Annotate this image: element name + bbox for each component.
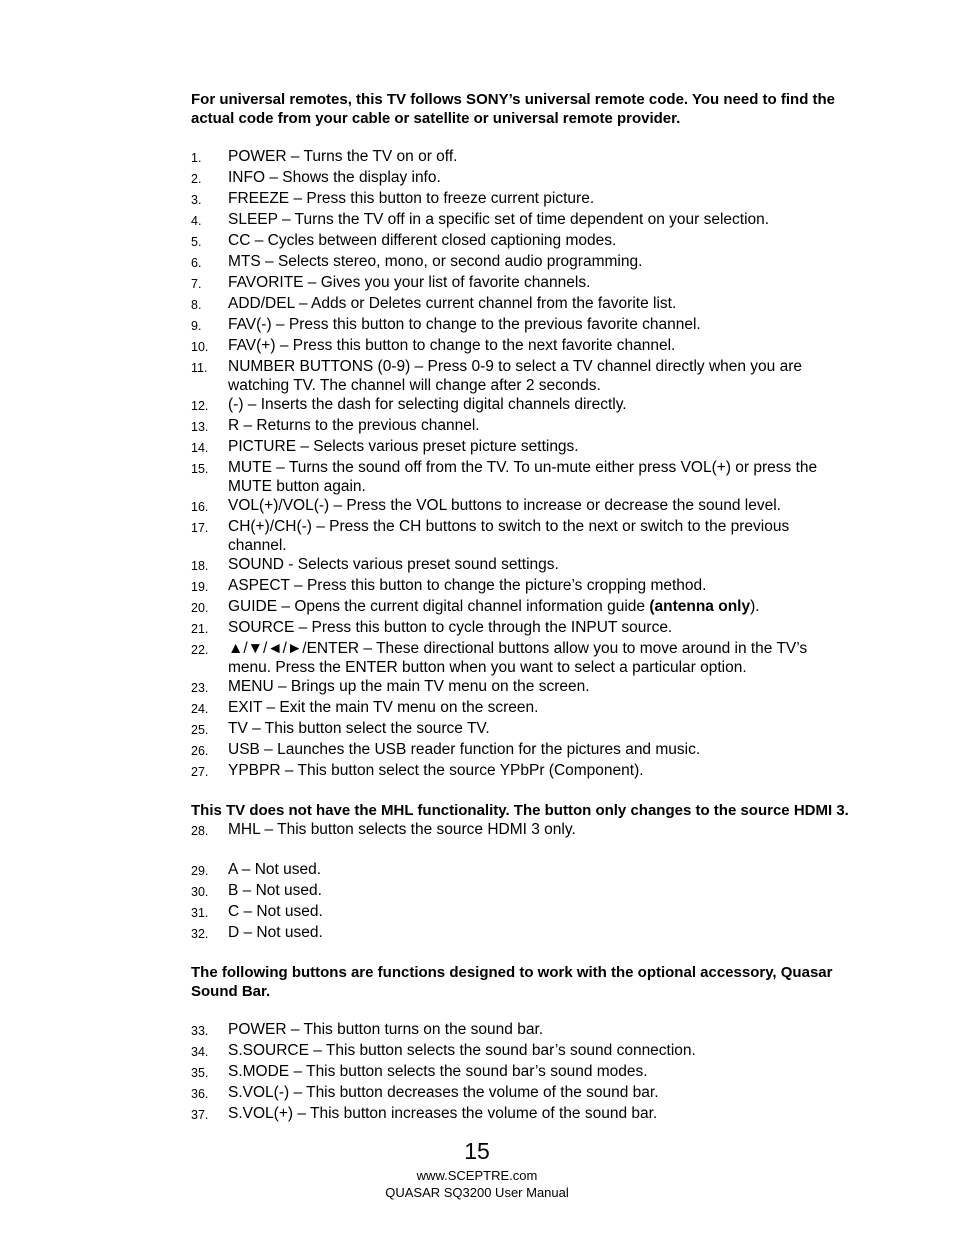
item-text: MHL – This button selects the source HDMI 3 only.	[228, 821, 576, 838]
item-number: 11.	[191, 361, 208, 375]
list-item	[191, 719, 851, 740]
button-list-unused	[191, 860, 851, 944]
item-text: POWER – Turns the TV on or off.	[228, 148, 458, 165]
item-text: ADD/DEL – Adds or Deletes current channel from the favorite list.	[228, 295, 677, 312]
item-number: 27.	[191, 765, 209, 779]
item-text: SOUND - Selects various preset sound settings.	[228, 556, 559, 573]
item-number: 5.	[191, 235, 202, 249]
item-number: 18.	[191, 559, 209, 573]
list-item	[191, 555, 851, 576]
item-number: 22.	[191, 643, 209, 657]
item-number: 7.	[191, 277, 202, 291]
list-item	[191, 820, 851, 841]
button-list-mhl	[191, 820, 851, 841]
item-text: CC – Cycles between different closed captioning modes.	[228, 232, 617, 249]
sound-bar-note: The following buttons are functions designed to work with the optional accessory, Quasar Sound Bar.	[191, 964, 833, 1000]
list-item	[191, 210, 851, 231]
item-text: FAVORITE – Gives you your list of favorite channels.	[228, 274, 591, 291]
list-item	[191, 902, 851, 923]
item-number: 31.	[191, 906, 209, 920]
list-item	[191, 618, 851, 639]
item-text: POWER – This button turns on the sound bar.	[228, 1021, 544, 1038]
item-number: 25.	[191, 723, 209, 737]
item-number: 28.	[191, 824, 209, 838]
item-text: ASPECT – Press this button to change the picture’s cropping method.	[228, 577, 707, 594]
item-text: R – Returns to the previous channel.	[228, 417, 480, 434]
item-text: S.SOURCE – This button selects the sound bar’s sound connection.	[228, 1042, 696, 1059]
button-list-guide	[191, 597, 851, 618]
list-item	[191, 740, 851, 761]
list-item	[191, 336, 851, 357]
item-number: 23.	[191, 681, 209, 695]
universal-remote-note: For universal remotes, this TV follows SONY’s universal remote code. You need to find the actual code from your cable or satellite or universal remote provider.	[191, 91, 836, 127]
item-text: (-) – Inserts the dash for selecting digital channels directly.	[228, 396, 627, 413]
list-item	[191, 496, 851, 517]
item-number: 2.	[191, 172, 202, 186]
list-item	[191, 639, 851, 677]
item-text: SLEEP – Turns the TV off in a specific set of time dependent on your selection.	[228, 211, 770, 228]
item-text: MUTE – Turns the sound off from the TV. To un-mute either press VOL(+) or press the MUTE button again.	[228, 459, 818, 495]
item-number: 24.	[191, 702, 209, 716]
item-text: ▲/▼/◄/►/ENTER – These directional buttons allow you to move around in the TV’s menu. Press the ENTER button when you want to select a particular option.	[228, 640, 808, 676]
item-number: 34.	[191, 1045, 209, 1059]
list-item	[191, 860, 851, 881]
item-number: 36.	[191, 1087, 209, 1101]
item-text: B – Not used.	[228, 882, 322, 899]
item-number: 17.	[191, 521, 209, 535]
page-content	[191, 90, 851, 1125]
item-text: S.MODE – This button selects the sound bar’s sound modes.	[228, 1063, 648, 1080]
item-number: 15.	[191, 462, 209, 476]
item-text	[228, 597, 851, 618]
list-item	[191, 698, 851, 719]
item-text: C – Not used.	[228, 903, 323, 920]
list-item	[191, 517, 851, 555]
item-text-post: ).	[750, 598, 760, 615]
item-text: FAV(-) – Press this button to change to the previous favorite channel.	[228, 316, 701, 333]
list-item	[191, 252, 851, 273]
item-text-bold: (antenna only	[649, 598, 751, 615]
item-text: MTS – Selects stereo, mono, or second audio programming.	[228, 253, 643, 270]
item-number: 30.	[191, 885, 209, 899]
item-text: USB – Launches the USB reader function for the pictures and music.	[228, 741, 701, 758]
item-number: 19.	[191, 580, 209, 594]
list-item	[191, 1041, 851, 1062]
item-number: 6.	[191, 256, 202, 270]
item-text: PICTURE – Selects various preset picture settings.	[228, 438, 579, 455]
item-number: 16.	[191, 500, 209, 514]
item-number: 10.	[191, 340, 209, 354]
list-item	[191, 1020, 851, 1041]
list-item	[191, 761, 851, 782]
item-text: INFO – Shows the display info.	[228, 169, 441, 186]
item-number: 21.	[191, 622, 209, 636]
list-item	[191, 231, 851, 252]
list-item	[191, 1104, 851, 1125]
list-item	[191, 294, 851, 315]
item-number: 33.	[191, 1024, 209, 1038]
item-number: 9.	[191, 319, 202, 333]
item-text: VOL(+)/VOL(-) – Press the VOL buttons to increase or decrease the sound level.	[228, 497, 781, 514]
item-text: CH(+)/CH(-) – Press the CH buttons to switch to the next or switch to the previous channel.	[228, 518, 790, 554]
item-number: 35.	[191, 1066, 209, 1080]
item-number: 4.	[191, 214, 202, 228]
item-text: NUMBER BUTTONS (0-9) – Press 0-9 to select a TV channel directly when you are watching TV. The channel will change after 2 seconds.	[228, 358, 803, 394]
list-item	[191, 1083, 851, 1104]
item-number: 32.	[191, 927, 209, 941]
button-list-main	[191, 147, 851, 597]
item-text: TV – This button select the source TV.	[228, 720, 490, 737]
item-number: 20.	[191, 601, 209, 615]
item-number: 37.	[191, 1108, 209, 1122]
list-item	[191, 437, 851, 458]
list-item	[191, 273, 851, 294]
item-text-pre: GUIDE – Opens the current digital channel information guide	[228, 598, 650, 615]
item-text: D – Not used.	[228, 924, 323, 941]
list-item	[191, 677, 851, 698]
item-text: FAV(+) – Press this button to change to the next favorite channel.	[228, 337, 676, 354]
item-text: FREEZE – Press this button to freeze current picture.	[228, 190, 595, 207]
list-item	[191, 395, 851, 416]
item-number: 1.	[191, 151, 202, 165]
item-text: MENU – Brings up the main TV menu on the screen.	[228, 678, 590, 695]
list-item	[191, 597, 851, 618]
list-item	[191, 881, 851, 902]
list-item	[191, 189, 851, 210]
item-number: 8.	[191, 298, 202, 312]
item-text: YPBPR – This button select the source YPbPr (Component).	[228, 762, 644, 779]
list-item	[191, 357, 851, 395]
item-text: S.VOL(-) – This button decreases the volume of the sound bar.	[228, 1084, 659, 1101]
list-item	[191, 923, 851, 944]
item-text: SOURCE – Press this button to cycle through the INPUT source.	[228, 619, 673, 636]
list-item	[191, 147, 851, 168]
list-item	[191, 458, 851, 496]
list-item	[191, 576, 851, 597]
item-number: 12.	[191, 399, 209, 413]
item-number: 29.	[191, 864, 209, 878]
list-item	[191, 315, 851, 336]
item-text: S.VOL(+) – This button increases the volume of the sound bar.	[228, 1105, 658, 1122]
item-text: EXIT – Exit the main TV menu on the screen.	[228, 699, 539, 716]
button-list-sound-bar	[191, 1020, 851, 1125]
item-number: 14.	[191, 441, 209, 455]
mhl-note: This TV does not have the MHL functionality. The button only changes to the source HDMI 3.	[191, 802, 849, 819]
page-number: 15	[464, 1138, 490, 1164]
item-number: 13.	[191, 420, 209, 434]
item-number: 26.	[191, 744, 209, 758]
footer-manual-title: QUASAR SQ3200 User Manual	[385, 1185, 569, 1200]
item-text: A – Not used.	[228, 861, 322, 878]
list-item	[191, 168, 851, 189]
footer-website: www.SCEPTRE.com	[416, 1168, 538, 1183]
list-item	[191, 416, 851, 437]
list-item	[191, 1062, 851, 1083]
item-number: 3.	[191, 193, 202, 207]
button-list-continued	[191, 618, 851, 782]
